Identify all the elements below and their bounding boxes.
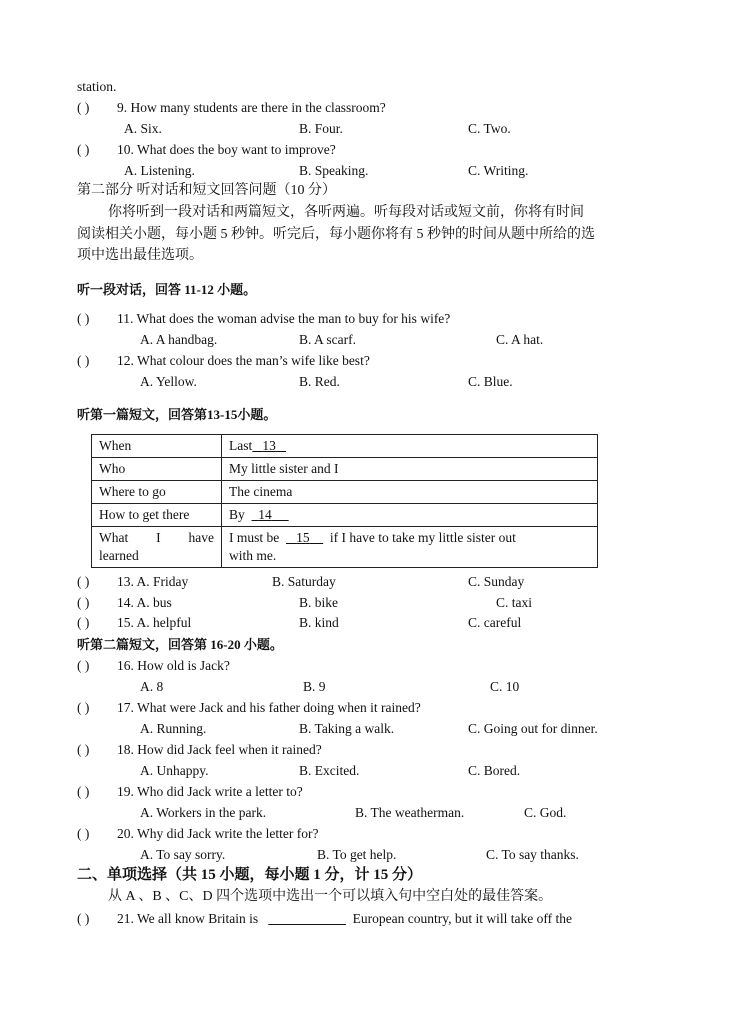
q20-option-b[interactable]: B. To get help. xyxy=(317,847,397,862)
q21-text: 21. We all know Britain is xyxy=(117,911,259,926)
table-text: By xyxy=(229,507,245,522)
table-label: Who xyxy=(92,458,222,481)
q18-bracket[interactable]: ( ) xyxy=(77,742,90,757)
q9-option-a[interactable]: A. Six. xyxy=(124,121,162,136)
q18-option-c[interactable]: C. Bored. xyxy=(468,763,521,778)
q17-bracket[interactable]: ( ) xyxy=(77,700,90,715)
table-value: My little sister and I xyxy=(222,458,598,481)
q14-option-c[interactable]: C. taxi xyxy=(496,595,532,610)
table-row xyxy=(92,435,598,458)
table-text: Last xyxy=(229,438,253,453)
q9-stem: 9. How many students are there in the classroom? xyxy=(117,100,386,115)
q11-option-c[interactable]: C. A hat. xyxy=(496,332,544,347)
q18-stem: 18. How did Jack feel when it rained? xyxy=(117,742,322,757)
table-row xyxy=(92,481,598,504)
table-label xyxy=(92,527,222,568)
q12-bracket[interactable]: ( ) xyxy=(77,353,90,368)
q10-option-c[interactable]: C. Writing. xyxy=(468,163,529,178)
q13-option-c[interactable]: C. Sunday xyxy=(468,574,525,589)
table-value xyxy=(222,527,598,568)
q15-bracket[interactable]: ( ) xyxy=(77,615,90,630)
part2-intro-line2: 阅读相关小题，每小题 5 秒钟。听完后，每小题你将有 5 秒钟的时间从题中所给的选 xyxy=(77,227,595,242)
part2-title: 第二部分 听对话和短文回答问题（10 分） xyxy=(77,183,336,198)
q14-option-b[interactable]: B. bike xyxy=(299,595,338,610)
table-row xyxy=(92,504,598,527)
q12-option-b[interactable]: B. Red. xyxy=(299,374,340,389)
q15-option-a[interactable]: 15. A. helpful xyxy=(117,615,192,630)
q21-stem xyxy=(117,910,572,928)
q15-option-b[interactable]: B. kind xyxy=(299,615,339,630)
q13-bracket[interactable]: ( ) xyxy=(77,574,90,589)
blank-number: 14 xyxy=(258,507,272,522)
q11-stem: 11. What does the woman advise the man to buy for his wife? xyxy=(117,311,451,326)
table-text: I must be xyxy=(229,530,280,545)
table-text: if I have to take my little sister out xyxy=(329,530,516,545)
q20-stem: 20. Why did Jack write the letter for? xyxy=(117,826,319,841)
q20-option-c[interactable]: C. To say thanks. xyxy=(486,847,579,862)
q17-option-b[interactable]: B. Taking a walk. xyxy=(299,721,395,736)
q16-option-a[interactable]: A. 8 xyxy=(140,679,164,694)
dialog-heading: 听一段对话，回答 11-12 小题。 xyxy=(77,282,257,297)
q21-blank[interactable] xyxy=(268,911,346,926)
table-row xyxy=(92,458,598,481)
q19-option-a[interactable]: A. Workers in the park. xyxy=(140,805,267,820)
q21-text-after: European country, but it will take off the xyxy=(352,911,572,926)
q19-stem: 19. Who did Jack write a letter to? xyxy=(117,784,303,799)
q10-bracket[interactable]: ( ) xyxy=(77,142,90,157)
blank-number: 15 xyxy=(296,530,310,545)
q19-option-b[interactable]: B. The weatherman. xyxy=(355,805,465,820)
q17-stem: 17. What were Jack and his father doing when it rained? xyxy=(117,700,421,715)
table-label-line1: What I have xyxy=(99,530,214,545)
q14-bracket[interactable]: ( ) xyxy=(77,595,90,610)
q20-bracket[interactable]: ( ) xyxy=(77,826,90,841)
section2-instruction: 从 A 、B 、C、D 四个选项中选出一个可以填入句中空白处的最佳答案。 xyxy=(108,889,553,904)
q16-bracket[interactable]: ( ) xyxy=(77,658,90,673)
q17-option-c[interactable]: C. Going out for dinner. xyxy=(468,721,598,736)
q9-bracket[interactable]: ( ) xyxy=(77,100,90,115)
table-label: How to get there xyxy=(92,504,222,527)
part2-intro-line1: 你将听到一段对话和两篇短文，各听两遍。听每段对话或短文前，你将有时间 xyxy=(108,205,584,220)
table-value xyxy=(222,435,598,458)
q10-stem: 10. What does the boy want to improve? xyxy=(117,142,336,157)
q12-option-c[interactable]: C. Blue. xyxy=(468,374,513,389)
q13-option-b[interactable]: B. Saturday xyxy=(272,574,336,589)
passage1-info-table xyxy=(91,434,598,568)
q15-option-c[interactable]: C. careful xyxy=(468,615,522,630)
section2-title: 二、单项选择（共 15 小题，每小题 1 分，计 15 分） xyxy=(77,867,423,883)
q12-option-a[interactable]: A. Yellow. xyxy=(140,374,197,389)
blank-13[interactable] xyxy=(252,438,286,453)
q16-stem: 16. How old is Jack? xyxy=(117,658,230,673)
q11-bracket[interactable]: ( ) xyxy=(77,311,90,326)
part2-intro-line3: 项中选出最佳选项。 xyxy=(77,248,203,263)
q18-option-a[interactable]: A. Unhappy. xyxy=(140,763,209,778)
q16-option-b[interactable]: B. 9 xyxy=(303,679,326,694)
q16-option-c[interactable]: C. 10 xyxy=(490,679,520,694)
q20-option-a[interactable]: A. To say sorry. xyxy=(140,847,226,862)
q19-option-c[interactable]: C. God. xyxy=(524,805,567,820)
q11-option-b[interactable]: B. A scarf. xyxy=(299,332,356,347)
blank-14[interactable] xyxy=(252,507,289,522)
passage2-heading: 听第二篇短文，回答第 16-20 小题。 xyxy=(77,637,283,652)
table-label-line2: learned xyxy=(99,548,139,563)
q21-bracket[interactable]: ( ) xyxy=(77,911,90,926)
q18-option-b[interactable]: B. Excited. xyxy=(299,763,360,778)
q9-option-b[interactable]: B. Four. xyxy=(299,121,343,136)
q12-stem: 12. What colour does the man’s wife like best? xyxy=(117,353,370,368)
q10-option-a[interactable]: A. Listening. xyxy=(124,163,195,178)
blank-15[interactable] xyxy=(286,530,323,545)
table-row xyxy=(92,527,598,568)
q17-option-a[interactable]: A. Running. xyxy=(140,721,207,736)
q11-option-a[interactable]: A. A handbag. xyxy=(140,332,218,347)
q14-option-a[interactable]: 14. A. bus xyxy=(117,595,172,610)
continued-text: station. xyxy=(77,79,117,94)
q19-bracket[interactable]: ( ) xyxy=(77,784,90,799)
q13-option-a[interactable]: 13. A. Friday xyxy=(117,574,189,589)
table-label: Where to go xyxy=(92,481,222,504)
passage1-heading: 听第一篇短文，回答第13-15小题。 xyxy=(77,407,277,422)
table-value xyxy=(222,504,598,527)
blank-number: 13 xyxy=(262,438,276,453)
table-value: The cinema xyxy=(222,481,598,504)
q9-option-c[interactable]: C. Two. xyxy=(468,121,511,136)
table-text-line2: with me. xyxy=(229,548,277,563)
q10-option-b[interactable]: B. Speaking. xyxy=(299,163,369,178)
table-label: When xyxy=(92,435,222,458)
